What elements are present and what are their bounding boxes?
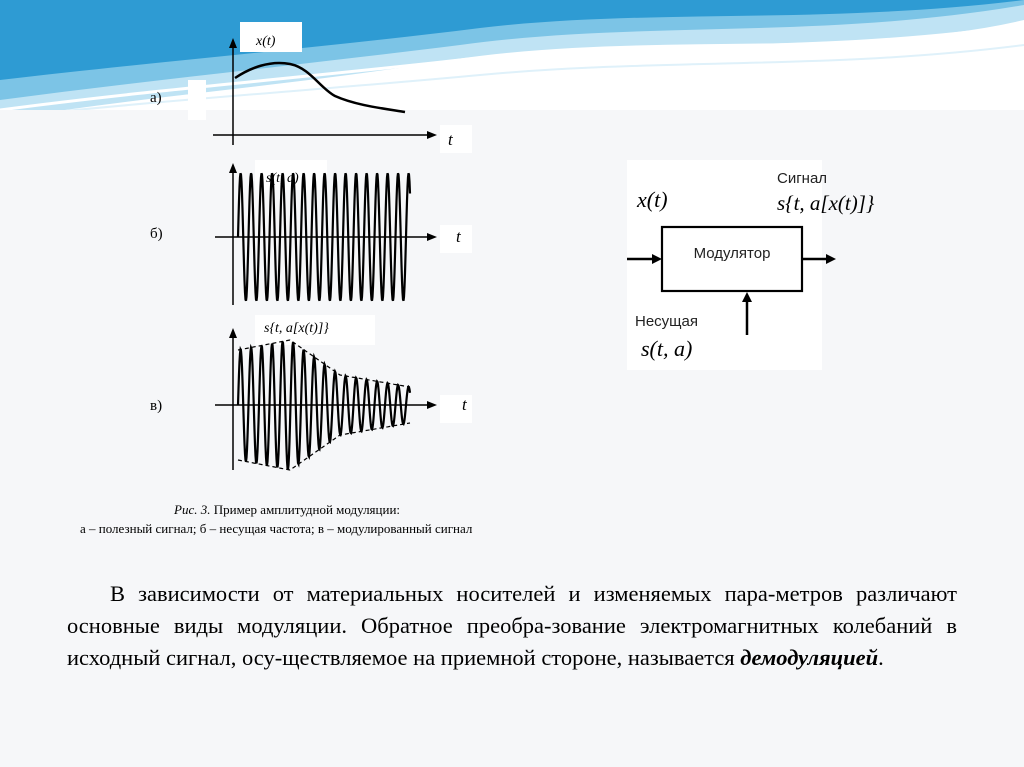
panel-a-label: а) [150,90,162,106]
panel-b-xlabel: t [456,227,461,246]
paragraph-emphasis: демодуляцией [740,645,879,670]
panel-c-ylabel: s{t, a[x(t)]} [264,321,329,336]
panel-c-xlabel: t [462,395,467,414]
body-paragraph [67,578,957,674]
caption-line-1 [80,500,700,519]
modulator-carrier-title: Несущая [635,313,698,330]
caption-prefix: Рис. 3. [174,502,211,517]
panel-a-xlabel: t [448,130,453,149]
paragraph-text: В зависимости от материальных носителей и изменяемых пара-метров различают основные виды модуляции. Обратное преобра-зование электромагнитных колебаний в исходный сигнал, осу-ществляемое на приемной стороне, называется [67,581,957,670]
modulator-block-label: Модулятор [693,245,771,262]
caption-title: Пример амплитудной модуляции: [210,502,401,517]
modulator-carrier-formula: s(t, a) [641,336,693,361]
panel-c-label: в) [150,398,163,414]
paragraph-end: . [878,645,884,670]
caption-line-2: а – полезный сигнал; б – несущая частота; в – модулированный сигнал [80,521,473,536]
modulator-input-label: x(t) [637,187,668,212]
panel-a-ylabel: x(t) [256,34,276,49]
panel-b-ylabel: s(t, a) [266,171,299,186]
modulator-diagram [627,160,875,370]
figure-caption [80,500,700,538]
panel-b-label: б) [150,226,163,242]
modulator-output-formula: s{t, a[x(t)]} [777,191,875,215]
modulator-output-title: Сигнал [777,170,828,187]
